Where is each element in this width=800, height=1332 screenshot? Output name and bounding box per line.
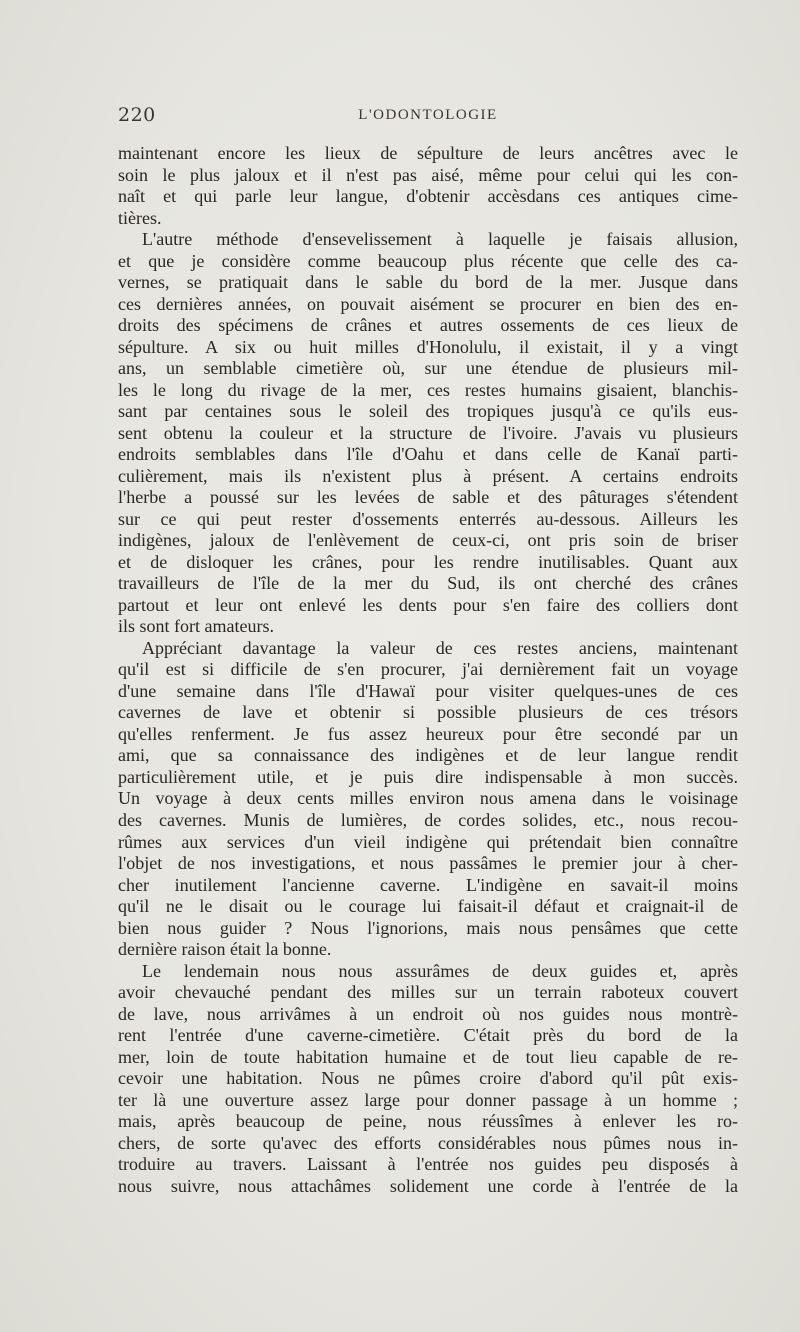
text-line: tières. xyxy=(118,207,162,228)
text-line: travailleurs de l'île de la mer du Sud, ils ont cherché des crânes xyxy=(118,573,738,594)
text-line: sent obtenu la couleur et la structure de l'ivoire. J'avais vu plusieurs xyxy=(118,422,738,443)
text-line: cavernes de lave et obtenir si possible plusieurs de ces trésors xyxy=(118,702,738,723)
text-line: indigènes, jaloux de l'enlèvement de ceux-ci, ont pris soin de briser xyxy=(118,530,738,551)
text-line: particulièrement utile, et je puis dire indispensable à mon succès. xyxy=(118,766,738,787)
text-line: l'herbe a poussé sur les levées de sable et des pâturages s'étendent xyxy=(118,487,738,508)
text-line: bien nous guider ? Nous l'ignorions, mais nous pensâmes que cette xyxy=(118,917,738,938)
text-line: rûmes aux services d'un vieil indigène qui prétendait bien connaître xyxy=(118,831,738,852)
body-text xyxy=(118,143,738,1197)
text-line: soin le plus jaloux et il n'est pas aisé, même pour celui qui les con- xyxy=(118,164,738,185)
text-line: maintenant encore les lieux de sépulture de leurs ancêtres avec le xyxy=(118,143,738,163)
text-line: Appréciant davantage la valeur de ces restes anciens, maintenant xyxy=(142,637,738,658)
text-line: droits des spécimens de crânes et autres ossements de ces lieux de xyxy=(118,315,738,336)
text-line: des cavernes. Munis de lumières, de cordes solides, etc., nous recou- xyxy=(118,809,738,830)
text-line: cevoir une habitation. Nous ne pûmes croire d'abord qu'il pût exis- xyxy=(118,1068,738,1089)
text-line: qu'il est si difficile de s'en procurer, j'ai dernièrement fait un voyage xyxy=(118,659,738,680)
text-line: nous suivre, nous attachâmes solidement une corde à l'entrée de la xyxy=(118,1175,738,1196)
text-line: Un voyage à deux cents milles environ nous amena dans le voisinage xyxy=(118,788,738,809)
text-line: qu'il ne le disait ou le courage lui faisait-il défaut et craignait-il de xyxy=(118,896,738,917)
text-line: culièrement, mais ils n'existent plus à présent. A certains endroits xyxy=(118,465,738,486)
text-line: endroits semblables dans l'île d'Oahu et dans celle de Kanaï parti- xyxy=(118,444,738,465)
text-line: cher inutilement l'ancienne caverne. L'indigène en savait-il moins xyxy=(118,874,738,895)
text-line: Le lendemain nous nous assurâmes de deux guides et, après xyxy=(142,960,738,981)
page-number: 220 xyxy=(118,104,156,126)
text-line: vernes, se pratiquait dans le sable du bord de la mer. Jusque dans xyxy=(118,272,738,293)
text-line: ils sont fort amateurs. xyxy=(118,616,274,637)
text-line: qu'elles renferment. Je fus assez heureux pour être secondé par un xyxy=(118,723,738,744)
text-line: et que je considère comme beaucoup plus récente que celle des ca- xyxy=(118,250,738,271)
page-header xyxy=(118,104,738,134)
text-line: sur ce qui peut rester d'ossements enterrés au-dessous. Ailleurs les xyxy=(118,508,738,529)
text-line: partout et leur ont enlevé les dents pour s'en faire des colliers dont xyxy=(118,594,738,615)
text-line: sant par centaines sous le soleil des tropiques jusqu'à ce qu'ils eus- xyxy=(118,401,738,422)
text-line: chers, de sorte qu'avec des efforts considérables nous pûmes nous in- xyxy=(118,1132,738,1153)
text-line: mais, après beaucoup de peine, nous réussîmes à enlever les ro- xyxy=(118,1111,738,1132)
text-line: sépulture. A six ou huit milles d'Honolulu, il existait, il y a vingt xyxy=(118,336,738,357)
text-line: naît et qui parle leur langue, d'obtenir accèsdans ces antiques cime- xyxy=(118,186,738,207)
text-line: d'une semaine dans l'île d'Hawaï pour visiter quelques-unes de ces xyxy=(118,680,738,701)
text-line: ter là une ouverture assez large pour donner passage à un homme ; xyxy=(118,1089,738,1110)
text-line: les le long du rivage de la mer, ces restes humains gisaient, blanchis- xyxy=(118,379,738,400)
text-line: avoir chevauché pendant des milles sur un terrain raboteux couvert xyxy=(118,982,738,1003)
running-title: L'ODONTOLOGIE xyxy=(358,107,498,123)
text-line: ces dernières années, on pouvait aisément se procurer en bien des en- xyxy=(118,293,738,314)
text-line: ami, que sa connaissance des indigènes et de leur langue rendit xyxy=(118,745,738,766)
text-line: troduire au travers. Laissant à l'entrée nos guides peu disposés à xyxy=(118,1154,738,1175)
text-line: et de disloquer les crânes, pour les rendre inutilisables. Quant aux xyxy=(118,551,738,572)
text-line: mer, loin de toute habitation humaine et de tout lieu capable de re- xyxy=(118,1046,738,1067)
text-line: de lave, nous arrivâmes à un endroit où nos guides nous montrè- xyxy=(118,1003,738,1024)
text-line: rent l'entrée d'une caverne-cimetière. C'était près du bord de la xyxy=(118,1025,738,1046)
text-line: dernière raison était la bonne. xyxy=(118,939,332,960)
text-line: L'autre méthode d'ensevelissement à laquelle je faisais allusion, xyxy=(142,229,738,250)
text-line: ans, un semblable cimetière où, sur une étendue de plusieurs mil- xyxy=(118,358,738,379)
text-line: l'objet de nos investigations, et nous passâmes le premier jour à cher- xyxy=(118,853,738,874)
